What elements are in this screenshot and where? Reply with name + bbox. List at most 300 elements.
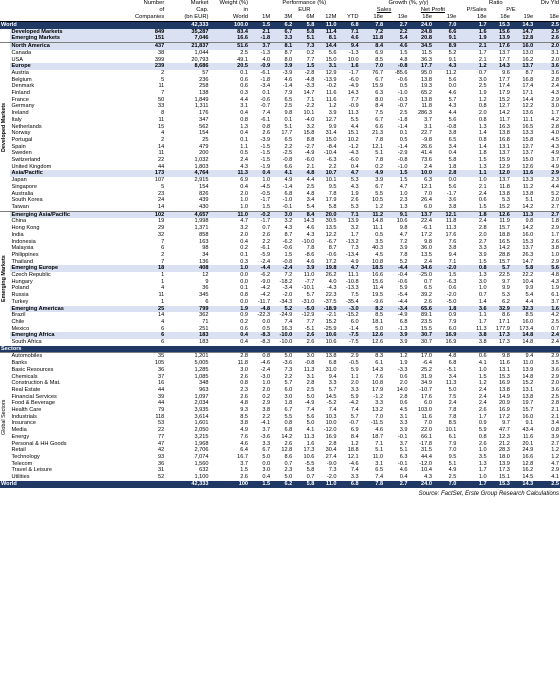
cell-value: 4.3 [551, 278, 559, 285]
cell-value: 13.3 [522, 130, 534, 137]
cell-value: 16.9 [499, 380, 510, 387]
cell-value: 9.1 [433, 35, 457, 42]
cell-value: 15.0 [325, 56, 337, 63]
cell-value: 2.3 [240, 386, 249, 393]
cell-value: 6.5 [284, 96, 293, 103]
cell-value: 10.0 [347, 56, 359, 63]
cell-value: 6.1 [375, 360, 384, 367]
row-label: Chemicals [11, 373, 38, 380]
cell-value: 5 [161, 183, 165, 190]
cell-value: 15.8 [303, 130, 315, 137]
cell-value: 10.1 [325, 177, 337, 184]
cell-value: 14.8 [372, 218, 384, 225]
cell-value: 4.9 [350, 258, 359, 265]
cell-value: 3.1 [424, 123, 432, 130]
cell-value: -4.2 [260, 292, 271, 299]
cell-value: 5.0 [306, 420, 315, 427]
cell-value: 1.9 [551, 285, 559, 292]
cell-value: -1.3 [348, 49, 359, 56]
cell-value: 1,032 [194, 157, 209, 164]
cell-value: 1.3 [240, 123, 249, 130]
table-row [0, 70, 560, 77]
cell-value: -10.8 [345, 278, 359, 285]
header-row-2 [0, 7, 560, 14]
cell-value: 32.9 [488, 306, 511, 313]
row-label: Malaysia [11, 245, 34, 252]
row-label: Industrials [11, 413, 37, 420]
row-label: United Kingdom [11, 163, 52, 170]
cell-value: 1,085 [194, 373, 209, 380]
cell-value: 11.3 [348, 110, 359, 117]
cell-value: -0.8 [384, 63, 408, 70]
cell-value: 3.4 [306, 197, 315, 204]
cell-value: 1.5 [448, 272, 457, 279]
cell-value: 13.9 [488, 35, 511, 42]
table-row [0, 184, 560, 191]
cell-value: -1.7 [446, 190, 457, 197]
cell-value: 11.8 [499, 183, 510, 190]
cell-value: 16.3 [499, 123, 510, 130]
cell-value: 7.0 [448, 447, 457, 454]
cell-value: 0.5 [262, 325, 271, 332]
cell-value: 93 [158, 454, 165, 460]
cell-value: -1.3 [260, 49, 271, 56]
cell-value: 14.8 [522, 373, 534, 380]
side-label-cell [0, 43, 10, 212]
cell-value: 9.4 [337, 43, 359, 50]
cell-value: 3.9 [375, 177, 384, 184]
cell-value: -1.0 [282, 197, 293, 204]
cell-value: 10.6 [315, 332, 337, 339]
cell-value: -0.6 [260, 96, 271, 103]
cell-value: 14.9 [499, 393, 510, 400]
cell-value: 16.6 [372, 272, 384, 279]
cell-value: 3.3 [262, 440, 271, 447]
cell-value: -0.4 [397, 272, 408, 279]
cell-value: 1.3 [478, 123, 487, 130]
cell-value: 17.2 [325, 258, 337, 265]
cell-value: 3.1 [551, 49, 559, 56]
table-row [0, 434, 560, 441]
table-row [0, 441, 560, 448]
cell-value: 5.6 [448, 183, 457, 190]
table-row [0, 124, 560, 131]
cell-value: -3.6 [282, 360, 293, 367]
cell-value: 849 [120, 29, 165, 36]
row-label: Automobiles [10, 353, 119, 360]
cell-value: -10.4 [323, 150, 337, 157]
cell-value: 23 [158, 190, 165, 197]
cell-value: 2.6 [551, 238, 559, 245]
table-row [0, 225, 560, 232]
cell-value: 1.0 [551, 251, 559, 258]
cell-value: 5.1 [375, 447, 384, 454]
row-label: Health Care [11, 407, 42, 414]
row-label: France [11, 96, 29, 103]
cell-value: -6.4 [422, 360, 432, 367]
cell-value: 0.5 [399, 136, 408, 143]
cell-value: 17.6 [488, 43, 511, 50]
row-label: Basic Resources [11, 366, 54, 373]
cell-value: 20.9 [499, 400, 510, 407]
cell-value: -2.4 [260, 258, 271, 265]
cell-value: 6 [161, 245, 165, 252]
cell-value: -3.9 [260, 136, 271, 143]
cell-value: 1.8 [551, 218, 559, 225]
row-label: Portugal [11, 136, 33, 143]
cell-value: -5.1 [304, 325, 315, 332]
cell-value: 3.3 [328, 380, 337, 387]
cell-value: 8.4 [293, 211, 315, 218]
cell-value: 4.6 [399, 467, 408, 474]
header-weight: Weight (%) [219, 0, 249, 6]
cell-value: 5.0 [262, 454, 271, 460]
cell-value: -0.9 [348, 103, 359, 110]
cell-value: 5.6 [448, 76, 457, 83]
cell-value: 0.4 [240, 110, 249, 117]
cell-value: 4.7 [399, 231, 408, 238]
cell-value: 12.9 [499, 163, 510, 170]
header-12m: 12M [315, 14, 337, 22]
cell-value: 14 [158, 143, 165, 150]
cell-value: 4.7 [551, 460, 559, 467]
cell-value: 6.8 [337, 481, 359, 488]
cell-value: 15.2 [499, 96, 510, 103]
cell-value: 9.4 [328, 373, 337, 380]
table-row [0, 454, 560, 461]
cell-value: 2.2 [328, 163, 337, 170]
cell-value: 14.2 [522, 203, 534, 210]
table-row [0, 77, 560, 84]
cell-value: 14.3 [347, 90, 359, 97]
cell-value: 13.8 [421, 76, 432, 83]
cell-value: -4.9 [397, 312, 408, 319]
cell-value: 4.9 [284, 177, 293, 184]
cell-value: 9.8 [399, 225, 408, 232]
cell-value: 2.6 [478, 407, 487, 414]
cell-value: 0.5 [240, 150, 249, 157]
cell-value: -13.9 [323, 76, 337, 83]
table-body [0, 22, 560, 498]
cell-value: 30.7 [421, 339, 432, 346]
cell-value: 23.5 [421, 318, 432, 325]
cell-value: 6.8 [284, 427, 293, 434]
cell-value: 3,614 [194, 413, 209, 420]
cell-value: 1.5 [249, 481, 271, 488]
cell-value: 2.7 [551, 440, 559, 447]
cell-value: 2.9 [534, 170, 560, 177]
cell-value: 17.6 [445, 231, 457, 238]
cell-value: -25.0 [419, 272, 432, 279]
cell-value: 1.0 [478, 474, 487, 481]
cell-value: 17.9 [372, 386, 384, 393]
header-sales-19e: 19e [384, 14, 408, 22]
cell-value: 3.9 [551, 433, 559, 440]
row-label: Japan [11, 177, 27, 184]
cell-value: -25.9 [323, 325, 337, 332]
cell-value: 1.1 [350, 373, 359, 380]
cell-value: 1 [161, 278, 165, 285]
cell-value: 3.3 [399, 420, 408, 427]
cell-value: 154 [199, 130, 209, 137]
cell-value: 4.5 [375, 251, 384, 258]
cell-value: 2 [161, 251, 165, 258]
cell-value: 3.8 [478, 339, 487, 346]
cell-value: 7.1 [375, 440, 384, 447]
table-row [0, 218, 560, 225]
cell-value: 2.0 [240, 231, 249, 238]
cell-value: 5.1 [448, 460, 457, 467]
cell-value: 5.7 [284, 380, 293, 387]
region-row [0, 43, 560, 50]
cell-value: 34.6 [409, 265, 433, 272]
header-ratio: Ratio [489, 0, 503, 6]
cell-value: 0.8 [240, 292, 249, 299]
cell-value: 3.9 [478, 251, 487, 258]
cell-value: -6.1 [260, 245, 271, 252]
cell-value: 6.5 [448, 136, 457, 143]
cell-value: 2.3 [399, 197, 408, 204]
cell-value: 4.3 [551, 90, 559, 97]
table-row [0, 380, 560, 387]
cell-value: -24.9 [279, 312, 293, 319]
cell-value: 3.8 [457, 332, 487, 339]
cell-value: -2.0 [446, 292, 457, 299]
cell-value: -0.5 [348, 360, 359, 367]
cell-value: 24.0 [409, 481, 433, 488]
cell-value: 3.5 [478, 454, 487, 460]
cell-value: 3.0 [478, 76, 487, 83]
cell-value: 7.9 [284, 90, 293, 97]
cell-value: -4.8 [304, 76, 315, 83]
cell-value: 3.0 [240, 366, 249, 373]
cell-value: 12.1 [421, 183, 432, 190]
cell-value: 13.5 [421, 251, 432, 258]
cell-value: 0.1 [284, 116, 293, 123]
header-number: Number [143, 0, 165, 6]
cell-value: 1.5 [399, 49, 408, 56]
cell-value: 5.4 [306, 203, 315, 210]
cell-value: 17.2 [499, 413, 510, 420]
cell-value: 0.2 [306, 49, 315, 56]
cell-value: 15.3 [488, 22, 511, 29]
row-label: World [0, 22, 165, 29]
cell-value: 20.8 [409, 35, 433, 42]
cell-value: 16.9 [325, 433, 337, 440]
cell-value: 2.6 [306, 339, 315, 346]
cell-value: 4.6 [284, 76, 293, 83]
cell-value: 4.2 [551, 312, 559, 319]
cell-value: 22.0 [421, 427, 432, 434]
cell-value: 13.8 [421, 96, 432, 103]
table-row [0, 447, 560, 454]
cell-value: 4.6 [375, 427, 384, 434]
cell-value: 26.4 [421, 197, 432, 204]
cell-value: 12.8 [281, 447, 293, 454]
cell-value: 4.7 [337, 265, 359, 272]
cell-value: 9.1 [448, 56, 457, 63]
cell-value: 6.7 [375, 116, 384, 123]
cell-value: 100.0 [209, 22, 249, 29]
cell-value: -5.4 [397, 292, 408, 299]
row-label: Finland [11, 90, 30, 97]
cell-value: 6.2 [271, 481, 293, 488]
cell-value: 20,793 [191, 56, 209, 63]
cell-value: -8.3 [249, 332, 271, 339]
cell-value: -1.9 [260, 163, 271, 170]
cell-value: 1,560 [194, 460, 209, 467]
cell-value: 2.0 [240, 190, 249, 197]
cell-value: 9.1 [384, 211, 408, 218]
cell-value: 7.8 [448, 413, 457, 420]
cell-value: -8.6 [304, 251, 315, 258]
region-row [0, 35, 560, 42]
cell-value: -4.3 [348, 150, 359, 157]
cell-value: 13.0 [522, 49, 534, 56]
cell-value: 31.4 [325, 130, 337, 137]
cell-value: 13.8 [499, 386, 510, 393]
cell-value: 12.3 [499, 433, 510, 440]
cell-value: 2.6 [240, 373, 249, 380]
cell-value: 7.0 [433, 481, 457, 488]
region-row [0, 306, 560, 313]
cell-value: 15.0 [325, 136, 337, 143]
cell-value: 1.4 [478, 130, 487, 137]
cell-value: 9.7 [502, 420, 510, 427]
cell-value: 38 [158, 49, 165, 56]
cell-value: 0.0 [262, 318, 271, 325]
cell-value: 2.5 [306, 386, 315, 393]
cell-value: 1.0 [209, 265, 249, 272]
cell-value: 15.6 [488, 29, 511, 36]
cell-value: 1,201 [165, 353, 209, 360]
cell-value: 0.4 [448, 150, 457, 157]
row-label: Taiwan [11, 203, 29, 210]
cell-value: -2.2 [304, 103, 315, 110]
cell-value: 15.9 [372, 83, 384, 90]
cell-value: 3.9 [399, 245, 408, 252]
cell-value: 5.9 [478, 427, 487, 434]
cell-value: 2.1 [551, 413, 559, 420]
cell-value: 2.7 [384, 22, 408, 29]
cell-value: 348 [199, 380, 209, 387]
cell-value: 53 [158, 420, 165, 427]
cell-value: 107 [154, 177, 165, 184]
row-label: Asia/Pacific [10, 170, 119, 177]
cell-value: 20.5 [209, 63, 249, 70]
row-label: Utilities [11, 474, 30, 481]
cell-value: 33 [158, 103, 165, 110]
cell-value: 8.1 [315, 35, 337, 42]
cell-value: 13.7 [511, 63, 534, 70]
cell-value: 7.9 [448, 318, 457, 325]
cell-value: 7.1 [337, 29, 359, 36]
row-label: Insurance [11, 420, 37, 427]
table-row [0, 279, 560, 286]
cell-value: -1.5 [260, 150, 271, 157]
cell-value: 1,311 [194, 103, 209, 110]
cell-value: -15.2 [345, 312, 359, 319]
cell-value: 1.6 [534, 306, 560, 313]
cell-value: 6.9 [375, 49, 384, 56]
cell-value: 16.8 [522, 76, 534, 83]
cell-value: 14.3 [303, 218, 315, 225]
cell-value: 0.1 [262, 90, 271, 97]
cell-value: 7.3 [328, 467, 337, 474]
cell-value: 15.7 [499, 225, 510, 232]
cell-value: 11.3 [511, 211, 534, 218]
cell-value: -1.7 [260, 218, 271, 225]
row-label: Thailand [11, 258, 33, 265]
cell-value: 7 [161, 238, 165, 245]
cell-value: -7.5 [348, 339, 359, 346]
row-label: Czech Republic [11, 272, 51, 279]
header-sales-18e: 18e [360, 14, 384, 22]
cell-value: 13.6 [522, 110, 534, 117]
cell-value: 0.5 [375, 231, 384, 238]
cell-value: 183 [199, 339, 209, 346]
cell-value: 3,215 [194, 433, 209, 440]
cell-value: 7.0 [424, 190, 432, 197]
cell-value: 18.8 [347, 447, 359, 454]
row-label: Italy [11, 116, 22, 123]
cell-value: 7.7 [350, 96, 359, 103]
cell-value: -5.1 [446, 366, 457, 373]
cell-value: 4 [161, 318, 165, 325]
header-cap: Cap. [196, 7, 209, 13]
cell-value: 11.2 [360, 211, 384, 218]
cell-value: 5.7 [350, 413, 359, 420]
cell-value: -8.4 [326, 143, 337, 150]
cell-value: 7.2 [360, 29, 384, 36]
cell-value: 0.1 [240, 251, 249, 258]
cell-value: 2.8 [551, 123, 559, 130]
cell-value: 0.6 [240, 83, 249, 90]
cell-value: -0.7 [260, 103, 271, 110]
cell-value: -1.5 [260, 143, 271, 150]
cell-value: 2.6 [534, 35, 560, 42]
cell-value: 11.6 [326, 96, 337, 103]
cell-value: 15.8 [522, 136, 534, 143]
cell-value: 4.1 [271, 170, 293, 177]
cell-value: 24.0 [409, 22, 433, 29]
cell-value: 2.1 [551, 407, 559, 414]
cell-value: 5.9 [399, 285, 408, 292]
cell-value: -0.8 [282, 258, 293, 265]
row-label: Retail [11, 447, 26, 454]
cell-value: 13.8 [499, 130, 510, 137]
cell-value: 7.3 [293, 43, 315, 50]
cell-value: 2.7 [534, 211, 560, 218]
table-row [0, 90, 560, 97]
region-row [0, 29, 560, 36]
cell-value: 1.2 [375, 203, 384, 210]
row-label: Ireland [11, 110, 29, 117]
cell-value: 0.2 [240, 245, 249, 252]
cell-value: 35 [120, 353, 165, 360]
cell-value: 4.9 [240, 427, 249, 434]
table-row [0, 197, 560, 204]
cell-value: 5 [161, 76, 165, 83]
cell-value: 3.7 [424, 116, 432, 123]
cell-value: 32 [158, 231, 165, 238]
cell-value: -4.6 [348, 460, 359, 467]
cell-value: 2.2 [384, 29, 408, 36]
cell-value: 10.6 [303, 454, 315, 460]
cell-value: 0.8 [478, 433, 487, 440]
cell-value: 36.3 [421, 56, 432, 63]
cell-value: 362 [199, 312, 209, 319]
